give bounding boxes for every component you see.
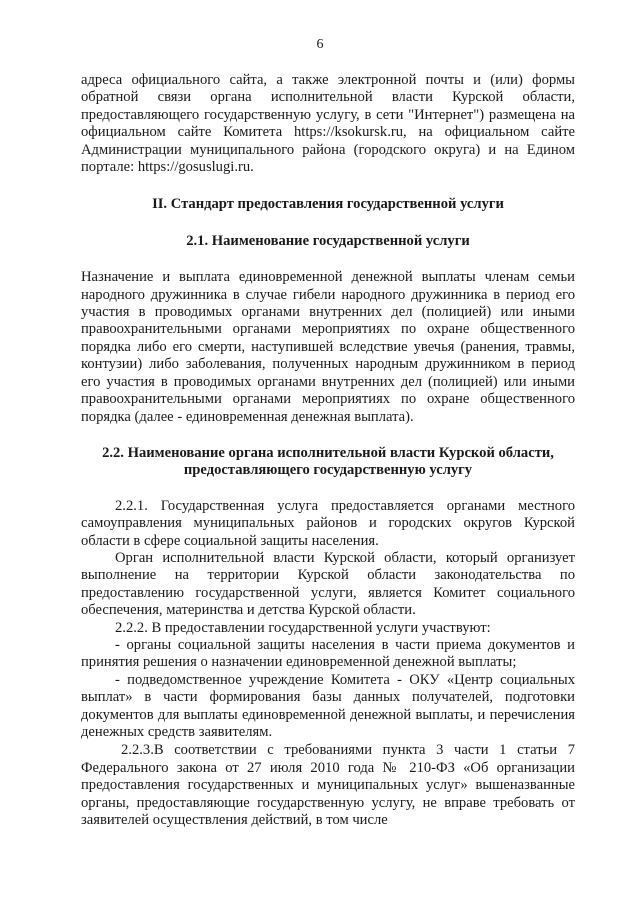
- page-number: 6: [316, 37, 324, 52]
- paragraph-2-2-2: 2.2.2. В предоставлении государственной услуги участвуют:: [115, 619, 491, 636]
- document-body: [81, 72, 575, 829]
- list-item-subordinate-institution: - подведомственное учреждение Комитета - ОКУ «Центр социальных выплат» в части формирования базы данных получателей, подготовки документов для выплаты единовременной денежной выплаты, и перечисления денежных средств заявителям.: [81, 671, 575, 740]
- paragraph-2-2-1: 2.2.1. Государственная услуга предоставляется органами местного самоуправления муниципальных районов и городских округов Курской области в сфере социальной защиты населения.: [81, 497, 575, 549]
- intro-paragraph: адреса официального сайта, а также электронной почты и (или) формы обратной связи органа исполнительной власти Курской области, предоставляющего государственную услугу, в сети "Интернет") размещена на официальном сайте Комитета https://ksokursk.ru, на официальном сайте Администрации муниципального района (городского округа) и на Едином портале: https://gosuslugi.ru.: [81, 72, 575, 176]
- subsection-2-1-title: 2.1. Наименование государственной услуги: [186, 232, 470, 249]
- subsection-2-2-title: 2.2. Наименование органа исполнительной власти Курской области, предоставляющего государственную услугу: [102, 444, 554, 479]
- section-title: II. Стандарт предоставления государственной услуги: [152, 196, 504, 213]
- list-item-social-protection: - органы социальной защиты населения в части приема документов и принятия решения о назначении единовременной денежной выплаты;: [81, 636, 575, 671]
- paragraph-2-1: Назначение и выплата единовременной денежной выплаты членам семьи народного дружинника в случае гибели народного дружинника в период его участия в проводимых органами внутренних дел (полицией) или иными правоохранительными органами мероприятиях по охране общественного порядка либо его смерти, наступившей вследствие увечья (ранения, травмы, контузии) либо заболевания, полученных народным дружинником в период его участия в проводимых органами внутренних дел (полицией) или иными правоохранительными органами мероприятиях по охране общественного порядка (далее - единовременная денежная выплата).: [81, 269, 575, 425]
- paragraph-2-2-3: 2.2.3.В соответствии с требованиями пункта 3 части 1 статьи 7 Федерального закона от 27 июля 2010 года № 210-ФЗ «Об организации предоставления государственных и муниципальных услуг» вышеназванные органы, предоставляющие государственную услугу, не вправе требовать от заявителей осуществления действий, в том числе: [81, 742, 575, 829]
- paragraph-organ: Орган исполнительной власти Курской области, который организует выполнение на территории Курской области законодательства по предоставлению государственной услуги, является Комитет социального обеспечения, материнства и детства Курской области.: [81, 549, 575, 619]
